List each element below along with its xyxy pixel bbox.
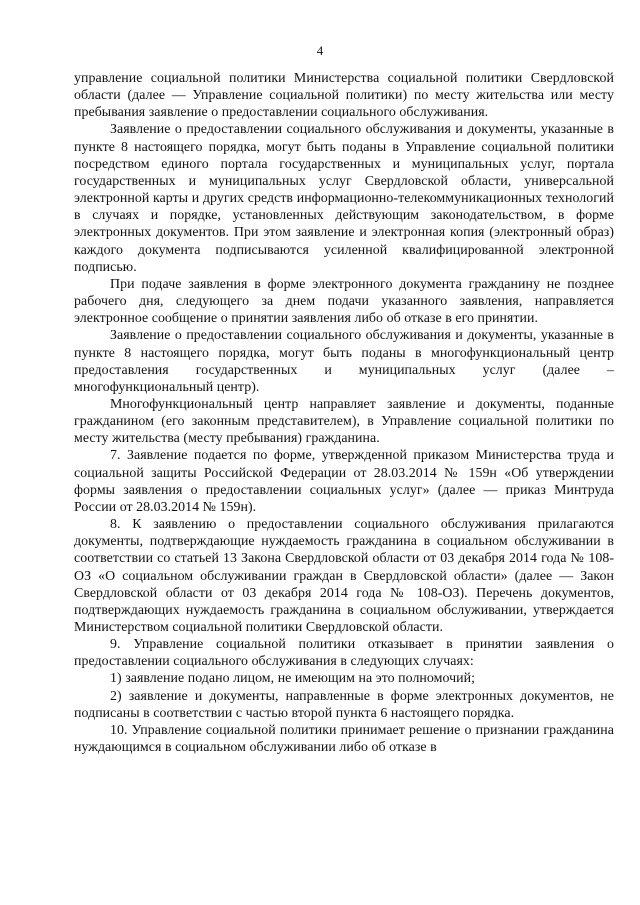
paragraph-item-9: 9. Управление социальной политики отказывает в принятии заявления о предоставлении социального обслуживания в следующих случаях: [74,637,614,670]
paragraph-item-7: 7. Заявление подается по форме, утвержденной приказом Министерства труда и социальной защиты Российской Федерации от 28.03.2014 № 159н «Об утверждении формы заявления о предоставлении социальных услуг» (далее — приказ Минтруда России от 28.03.2014 № 159н). [74,448,614,515]
paragraph-item-9-case-1: 1) заявление подано лицом, не имеющим на это полномочий; [110,671,476,687]
paragraph-item-8: 8. К заявлению о предоставлении социального обслуживания прилагаются документы, подтверждающие нуждаемость гражданина в социальном обслуживании в соответствии со статьей 13 Закона Свердловской области от 03 декабря 2014 года № 108-ОЗ «О социальном обслуживании граждан в Свердловской области» (далее — Закон Свердловской области от 03 декабря 2014 года № 108-ОЗ). Перечень документов, подтверждающих нуждаемость гражданина в социальном обслуживании, утверждается Министерством социальной политики Свердловской области. [74,517,614,635]
paragraph-item-9-case-2: 2) заявление и документы, направленные в форме электронных документов, не подписаны в соответствии с частью второй пункта 6 настоящего порядка. [74,688,614,721]
paragraph-continuation: управление социальной политики Министерства социальной политики Свердловской области (далее — Управление социальной политики) по месту жительства или месту пребывания заявление о предоставлении социального обслуживания. [74,71,614,121]
paragraph-item-10: 10. Управление социальной политики принимает решение о признании гражданина нуждающимся в социальном обслуживании либо об отказе в [74,722,614,756]
paragraph-electronic-notification: При подаче заявления в форме электронного документа гражданину не позднее рабочего дня, следующего за днем подачи указанного заявления, направляется электронное сообщение о принятии заявления либо об отказе в его принятии. [74,276,614,327]
paragraph-electronic-submission: Заявление о предоставлении социального обслуживания и документы, указанные в пункте 8 настоящего порядка, могут быть поданы в Управление социальной политики посредством единого портала государственных и муниципальных услуг, портала государственных и муниципальных услуг Свердловской области, универсальной электронной карты и других средств информационно-телекоммуникационных технологий в случаях и порядке, установленных действующим законодательством, в форме электронных документов. При этом заявление и электронная копия (электронный образ) каждого документа подписываются усиленной квалифицированной электронной подписью. [74,122,614,275]
paragraph-mfc-submission: Заявление о предоставлении социального обслуживания и документы, указанные в пункте 8 настоящего порядка, могут быть поданы в многофункциональный центр предоставления государственных и муниципальных услуг (далее – многофункциональный центр). [74,328,614,395]
page-number: 4 [316,43,324,58]
document-body [74,70,614,756]
paragraph-mfc-forwarding: Многофункциональный центр направляет заявление и документы, поданные гражданином (его законным представителем), в Управление социальной политики по месту жительства (месту пребывания) гражданина. [74,396,614,447]
